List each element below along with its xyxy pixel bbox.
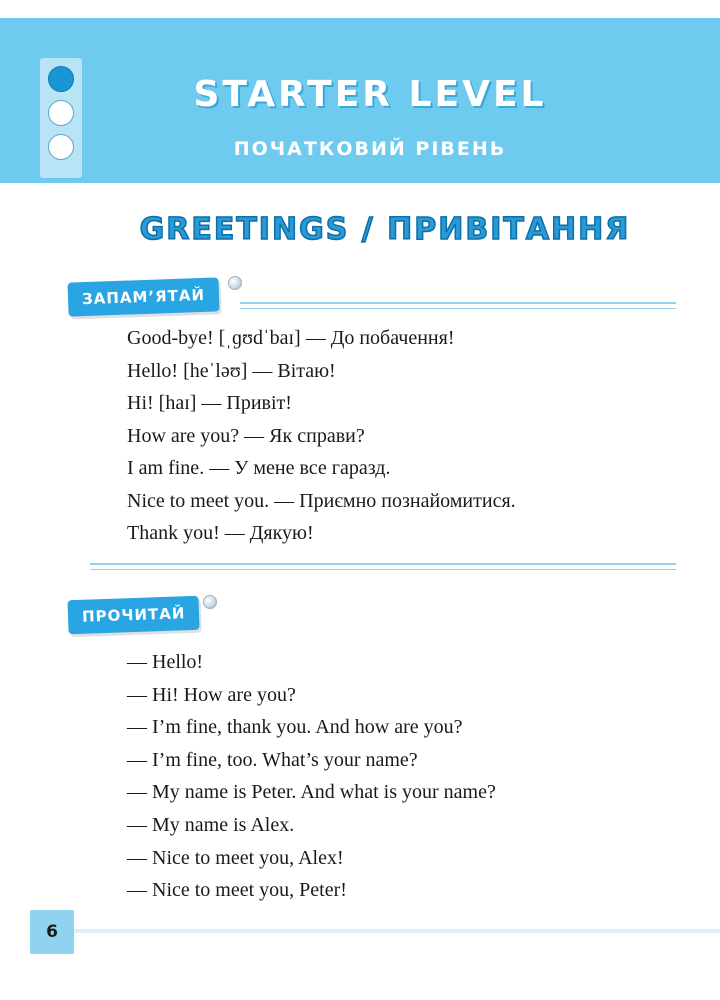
dialog-list [127, 646, 496, 907]
dialog-line: — I’m fine, thank you. And how are you? [127, 716, 463, 739]
vocab-item: I am fine. — У мене все гаразд. [127, 457, 391, 479]
level-dot-empty-icon [48, 134, 74, 160]
vocabulary-list [127, 322, 516, 550]
vocab-item: Nice to meet you. — Приємно познайомитися. [127, 489, 516, 512]
vocab-item: Thank you! — Дякую! [127, 522, 314, 544]
section-title: GREETINGS / ПРИВІТАННЯ [139, 212, 631, 247]
divider [240, 302, 676, 304]
page-number: 6 [30, 910, 74, 954]
level-dot-empty-icon [48, 100, 74, 126]
vocab-item: Hello! [heˈləʊ] — Вітаю! [127, 359, 336, 382]
dialog-line: — Hi! How are you? [127, 683, 296, 706]
divider [90, 563, 676, 565]
divider [240, 308, 676, 309]
dialog-line: — Nice to meet you, Alex! [127, 846, 344, 869]
dialog-line: — My name is Peter. And what is your name? [127, 781, 496, 804]
level-dot-filled-icon [48, 66, 74, 92]
vocab-item: How are you? — Як справи? [127, 424, 365, 447]
read-tag: ПРОЧИТАЙ [67, 596, 199, 635]
level-indicator [40, 58, 82, 178]
remember-tag: ЗАПАМ’ЯТАЙ [67, 277, 219, 316]
vocab-item: Hi! [haɪ] — Привіт! [127, 392, 292, 414]
footer-line [74, 929, 720, 933]
header-banner [0, 18, 720, 183]
pin-icon [228, 276, 242, 290]
dialog-line: — Hello! [127, 651, 204, 673]
dialog-line: — My name is Alex. [127, 813, 295, 836]
dialog-line: — Nice to meet you, Peter! [127, 879, 347, 902]
vocab-item: Good-bye! [ˌɡʊdˈbaɪ] — До побачення! [127, 327, 455, 349]
dialog-line: — I’m fine, too. What’s your name? [127, 748, 418, 771]
pin-icon [203, 595, 217, 609]
level-title: STARTER LEVEL [193, 74, 547, 115]
divider [90, 569, 676, 570]
level-subtitle: ПОЧАТКОВИЙ РІВЕНЬ [233, 138, 507, 160]
